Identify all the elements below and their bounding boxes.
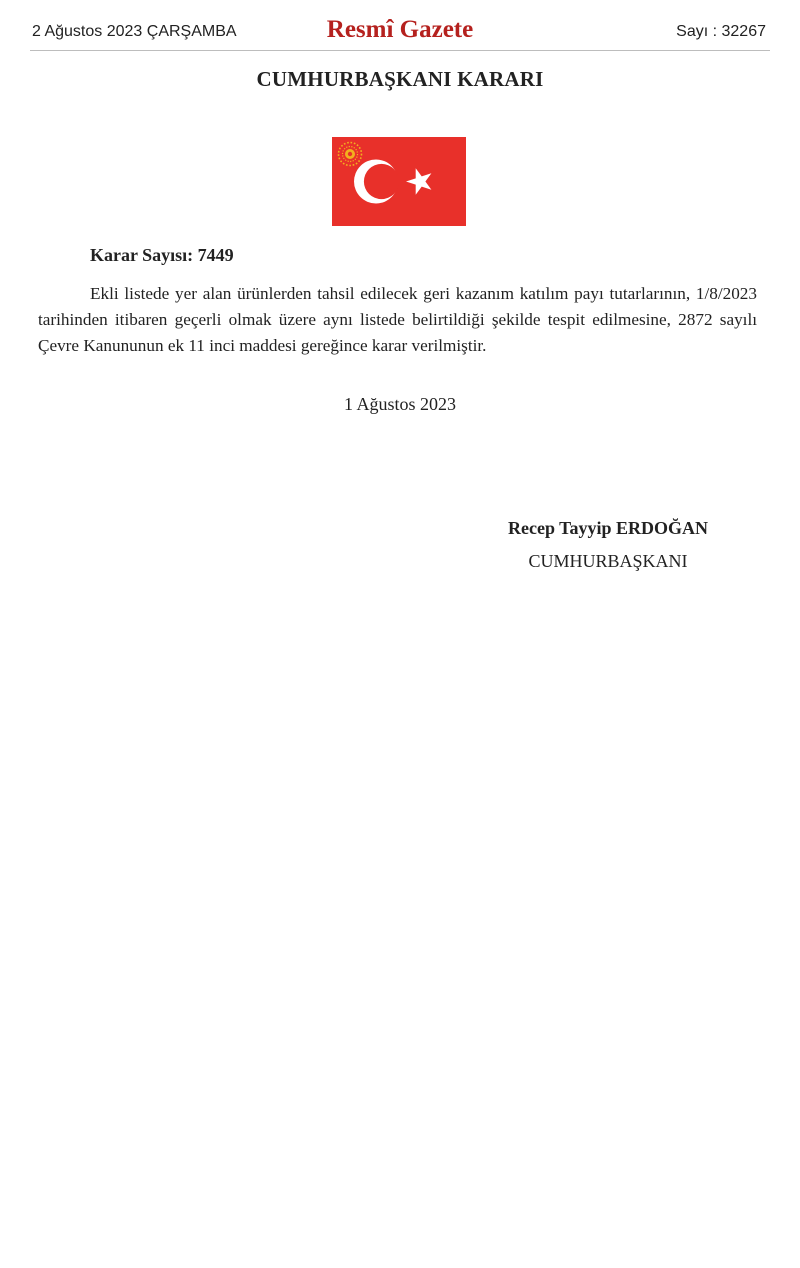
decree-body-text: Ekli listede yer alan ürünlerden tahsil edilecek geri kazanım katılım payı tutarlarının, 1/8/2023 tarihinden itibaren geçerli olmak üzere aynı listede belirtildiği şekilde tespit edilmesine, 2872 sayılı Çevre Kanununun ek 11 inci maddesi gereğince karar verilmiştir. — [38, 284, 757, 355]
signer-name: Recep Tayyip ERDOĞAN — [507, 518, 709, 538]
signing-date: 1 Ağustos 2023 — [343, 394, 457, 414]
gazette-header — [30, 14, 770, 51]
flag-graphic — [332, 137, 466, 226]
decision-number: Karar Sayısı: 7449 — [90, 245, 234, 265]
gazette-masthead: Resmî Gazete — [326, 16, 474, 43]
turkish-flag-icon — [332, 137, 466, 226]
header-date: 2 Ağustos 2023 ÇARŞAMBA — [32, 23, 237, 40]
document-title: CUMHURBAŞKANI KARARI — [256, 67, 544, 91]
signer-title: CUMHURBAŞKANI — [528, 551, 688, 571]
issue-number: Sayı : 32267 — [676, 23, 766, 40]
